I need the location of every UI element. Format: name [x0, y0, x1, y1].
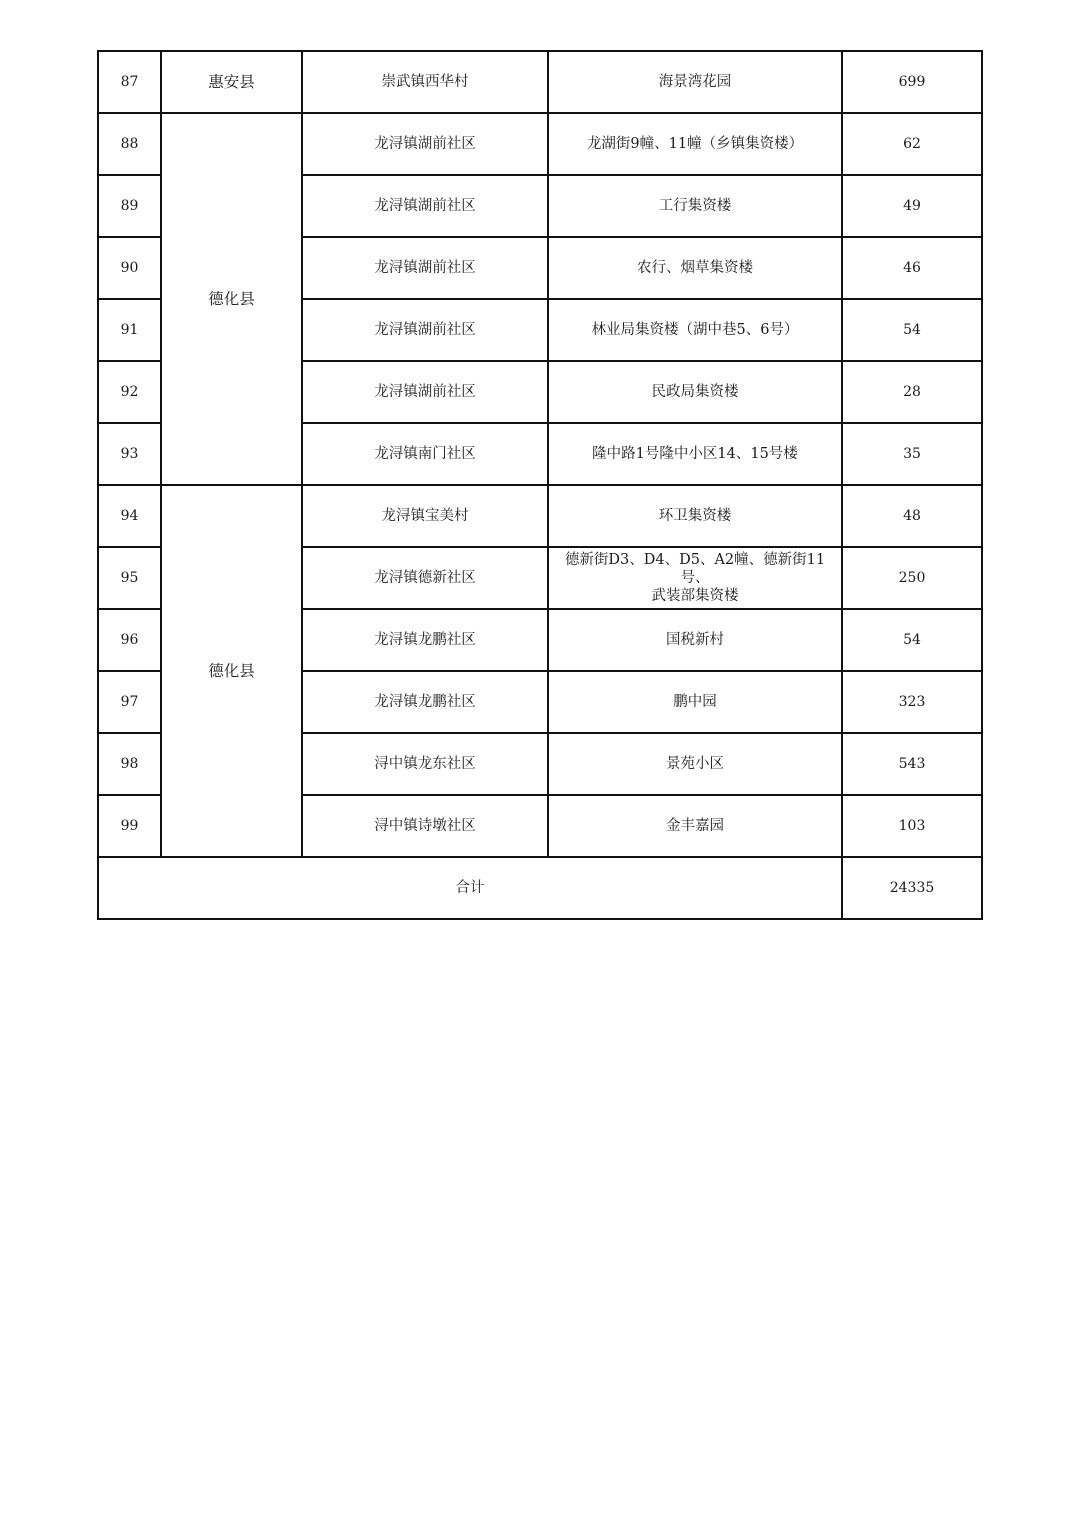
town-cell: 龙浔镇湖前社区 [302, 113, 548, 175]
town-cell: 龙浔镇南门社区 [302, 423, 548, 485]
row-number-cell: 90 [98, 237, 161, 299]
row-number-cell: 89 [98, 175, 161, 237]
count-cell: 699 [842, 51, 982, 113]
county-cell: 德化县 [161, 485, 302, 857]
row-number-cell: 98 [98, 733, 161, 795]
count-cell: 48 [842, 485, 982, 547]
count-cell: 28 [842, 361, 982, 423]
town-cell: 龙浔镇湖前社区 [302, 361, 548, 423]
row-number-cell: 91 [98, 299, 161, 361]
count-cell: 54 [842, 609, 982, 671]
project-cell: 环卫集资楼 [548, 485, 842, 547]
project-cell: 鹏中园 [548, 671, 842, 733]
row-number-cell: 93 [98, 423, 161, 485]
row-number-cell: 97 [98, 671, 161, 733]
town-cell: 龙浔镇龙鹏社区 [302, 609, 548, 671]
town-cell: 龙浔镇湖前社区 [302, 175, 548, 237]
table-row [98, 113, 982, 175]
table-row [98, 51, 982, 113]
total-value: 24335 [842, 857, 982, 919]
row-number-cell: 96 [98, 609, 161, 671]
table-row [98, 485, 982, 547]
town-cell: 龙浔镇宝美村 [302, 485, 548, 547]
total-row [98, 857, 982, 919]
row-number-cell: 94 [98, 485, 161, 547]
town-cell: 浔中镇诗墩社区 [302, 795, 548, 857]
project-cell [548, 547, 842, 609]
count-cell: 62 [842, 113, 982, 175]
row-number-cell: 99 [98, 795, 161, 857]
project-line: 德新街D3、D4、D5、A2幢、德新街11号、 [564, 552, 826, 586]
town-cell: 龙浔镇龙鹏社区 [302, 671, 548, 733]
county-cell: 德化县 [161, 113, 302, 485]
row-number-cell: 87 [98, 51, 161, 113]
count-cell: 250 [842, 547, 982, 609]
count-cell: 49 [842, 175, 982, 237]
project-cell: 民政局集资楼 [548, 361, 842, 423]
project-cell: 景苑小区 [548, 733, 842, 795]
county-cell: 惠安县 [161, 51, 302, 113]
town-cell: 崇武镇西华村 [302, 51, 548, 113]
project-cell: 隆中路1号隆中小区14、15号楼 [548, 423, 842, 485]
row-number-cell: 88 [98, 113, 161, 175]
row-number-cell: 92 [98, 361, 161, 423]
project-cell: 海景湾花园 [548, 51, 842, 113]
count-cell: 543 [842, 733, 982, 795]
project-cell: 国税新村 [548, 609, 842, 671]
town-cell: 龙浔镇湖前社区 [302, 237, 548, 299]
count-cell: 46 [842, 237, 982, 299]
project-line: 武装部集资楼 [651, 588, 739, 604]
housing-list-table [97, 50, 983, 920]
project-cell: 农行、烟草集资楼 [548, 237, 842, 299]
town-cell: 龙浔镇湖前社区 [302, 299, 548, 361]
row-number-cell: 95 [98, 547, 161, 609]
count-cell: 103 [842, 795, 982, 857]
project-cell: 林业局集资楼（湖中巷5、6号） [548, 299, 842, 361]
project-cell: 金丰嘉园 [548, 795, 842, 857]
total-label: 合计 [98, 857, 842, 919]
project-cell: 龙湖街9幢、11幢（乡镇集资楼） [548, 113, 842, 175]
project-cell: 工行集资楼 [548, 175, 842, 237]
town-cell: 龙浔镇德新社区 [302, 547, 548, 609]
count-cell: 35 [842, 423, 982, 485]
town-cell: 浔中镇龙东社区 [302, 733, 548, 795]
count-cell: 54 [842, 299, 982, 361]
count-cell: 323 [842, 671, 982, 733]
